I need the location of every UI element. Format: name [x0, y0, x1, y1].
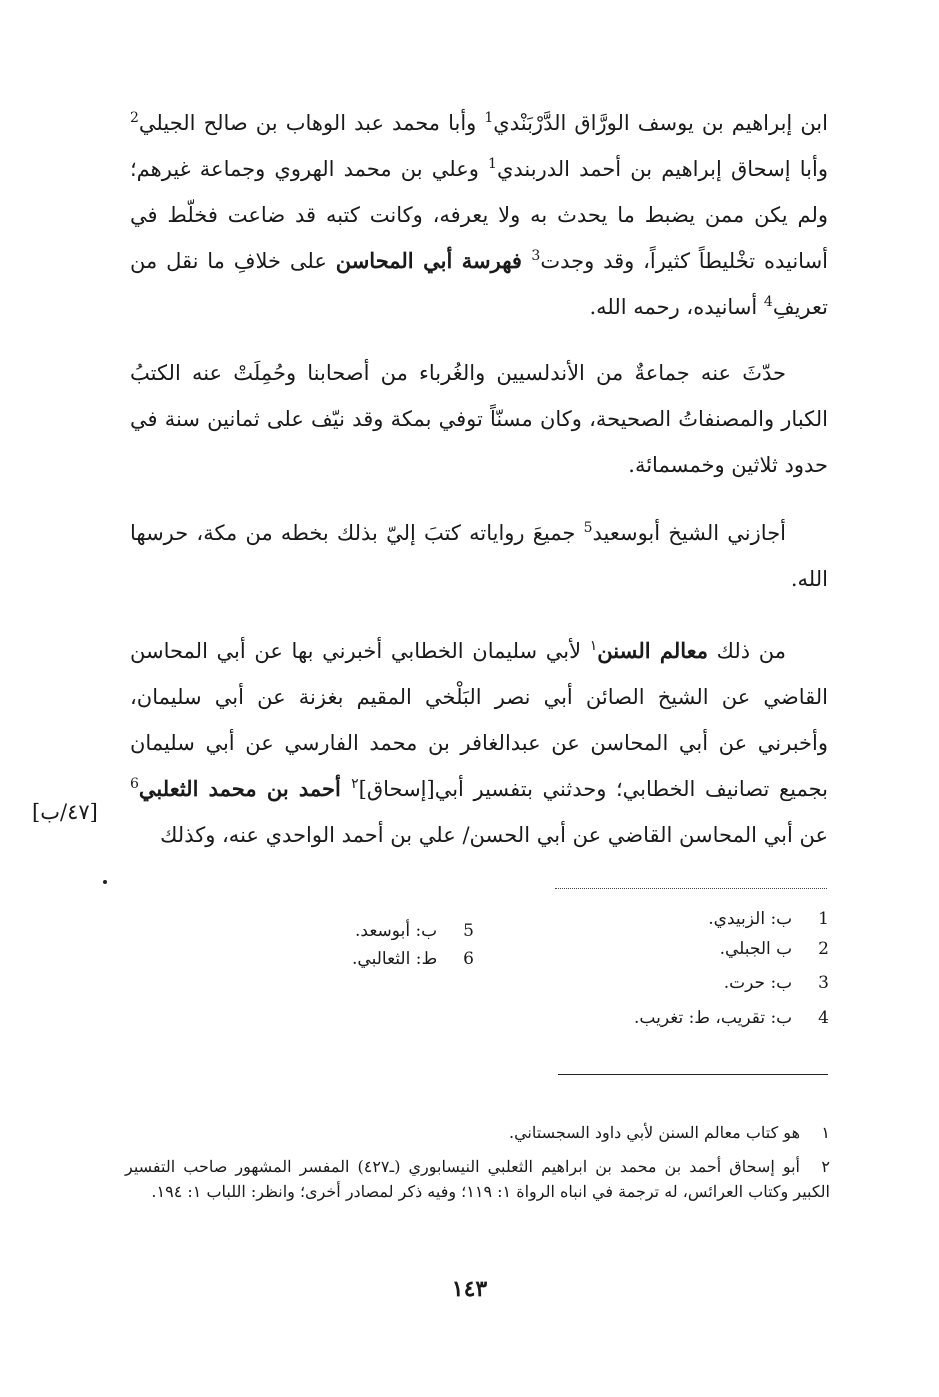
footnote-ref: 2 — [130, 110, 139, 126]
footnote-ref: ٢ — [351, 776, 359, 792]
note-text: ب: تقريب، ط: تغريب. — [634, 1008, 793, 1028]
paragraph-1 — [130, 100, 828, 330]
paragraph-4 — [130, 628, 828, 858]
paragraph-3-text — [130, 510, 828, 602]
footnote-ref: 4 — [763, 294, 773, 310]
paragraph-2-text: حدّثَ عنه جماعةٌ من الأندلسيين والغُرباء من أصحابنا وحُمِلَتْ عنه الكتبُ الكبار والمصنفاتُ الصحيحة، وكان مسنّاً توفي بمكة وقد نيّف على ثمانين سنة في حدود ثلاثين وخمسمائة. — [130, 361, 828, 477]
bold-title: أحمد بن محمد الثعلبي — [138, 776, 352, 801]
variant-note-3 — [724, 970, 829, 996]
variant-note-2 — [720, 936, 829, 962]
note-text: ب: حرت. — [723, 973, 793, 993]
text-run: على خلافِ ما نقل من تعريفِ — [130, 249, 828, 319]
dotted-separator — [555, 888, 827, 889]
footnote-number: ١ — [821, 1123, 830, 1142]
text-run: جميعَ رواياته كتبَ إليّ بذلك بخطه من مكة، حرسها الله. — [130, 521, 828, 591]
note-text: ب الجبلي. — [719, 939, 793, 959]
note-number: 1 — [818, 909, 829, 929]
footnote-ref: ١ — [589, 638, 598, 654]
text-run: أجازني الشيخ أبوسعيد — [592, 521, 787, 545]
footnote-ref: 3 — [531, 248, 541, 264]
bold-title: معالم السنن — [597, 638, 709, 663]
text-run: لأبي سليمان الخطابي أخبرني بها عن أبي المحاسن القاضي عن الشيخ الصائن أبي نصر البَلْخي المقيم بغزنة عن أبي سليمان، وأخبرني عن أبي المحاسن عن عبدالغافر بن محمد الفارسي عن أبي سليمان بجميع تصانيف الخطابي؛ وحدثني بتفسير أبي[إسحاق] — [130, 639, 829, 801]
variant-note-6 — [352, 946, 474, 972]
stray-dot — [103, 880, 107, 884]
text-run: وأبا إسحاق إبراهيم بن أحمد الدربندي — [496, 157, 828, 181]
note-text: ب: أبوسعد. — [355, 921, 438, 941]
paragraph-2 — [130, 350, 828, 488]
note-number: 5 — [463, 921, 474, 941]
footnote-ref: 6 — [130, 776, 139, 792]
paragraph-4-text — [130, 628, 828, 858]
variant-note-5 — [355, 918, 474, 944]
paragraph-1-text — [130, 100, 828, 330]
note-text: ط: الثعالبي. — [352, 949, 438, 969]
footnote-text: هو كتاب معالم السنن لأبي داود السجستاني. — [509, 1123, 800, 1142]
variant-note-1 — [708, 906, 829, 932]
footnote-number: ٢ — [821, 1157, 831, 1176]
footnote-2 — [125, 1154, 830, 1204]
footnote-separator — [558, 1074, 828, 1075]
footnote-ref: 1 — [488, 156, 497, 172]
note-number: 4 — [818, 1008, 829, 1028]
text-run: وعلي بن محمد الهروي وجماعة غيرهم؛ ولم يكن ممن يضبط ما يحدث به ولا يعرفه، وكانت كتبه قد ضاعت فخلّط في أسانيده تخْليطاً كثيراً، وقد وجدت — [130, 157, 828, 273]
folio-marker: [٤٧/ب] — [32, 800, 98, 824]
text-run: من ذلك — [708, 639, 786, 663]
note-number: 3 — [818, 973, 829, 993]
page-number: ١٤٣ — [451, 1276, 488, 1302]
text-run: عن أبي المحاسن القاضي عن أبي الحسن/ علي بن أحمد الواحدي عنه، وكذلك — [160, 823, 828, 847]
footnote-text: أبو إسحاق أحمد بن محمد بن ابراهيم الثعلبي النيسابوري (ـ٤٢٧) المفسر المشهور صاحب التفسير الكبير وكتاب العرائس، له ترجمة في انباه الرواة ١: ١١٩؛ وفيه ذكر لمصادر أخرى؛ وانظر: اللباب ١: ١٩٤. — [125, 1157, 830, 1201]
note-number: 6 — [463, 949, 474, 969]
footnote-ref: 5 — [583, 520, 593, 536]
variant-note-4 — [634, 1005, 829, 1031]
text-run: أسانيده، رحمه الله. — [589, 295, 764, 319]
text-run: وأبا محمد عبد الوهاب بن صالح الجيلي — [138, 111, 485, 135]
text-run: ابن إبراهيم بن يوسف الورَّاق الدَّرْبَنْدي — [493, 111, 828, 135]
note-text: ب: الزبيدي. — [708, 909, 793, 929]
note-number: 2 — [818, 939, 829, 959]
footnote-ref: 1 — [484, 110, 494, 126]
bold-title: فهرسة أبي المحاسن — [335, 248, 532, 273]
paragraph-3 — [130, 510, 828, 602]
footnote-1 — [125, 1120, 830, 1145]
